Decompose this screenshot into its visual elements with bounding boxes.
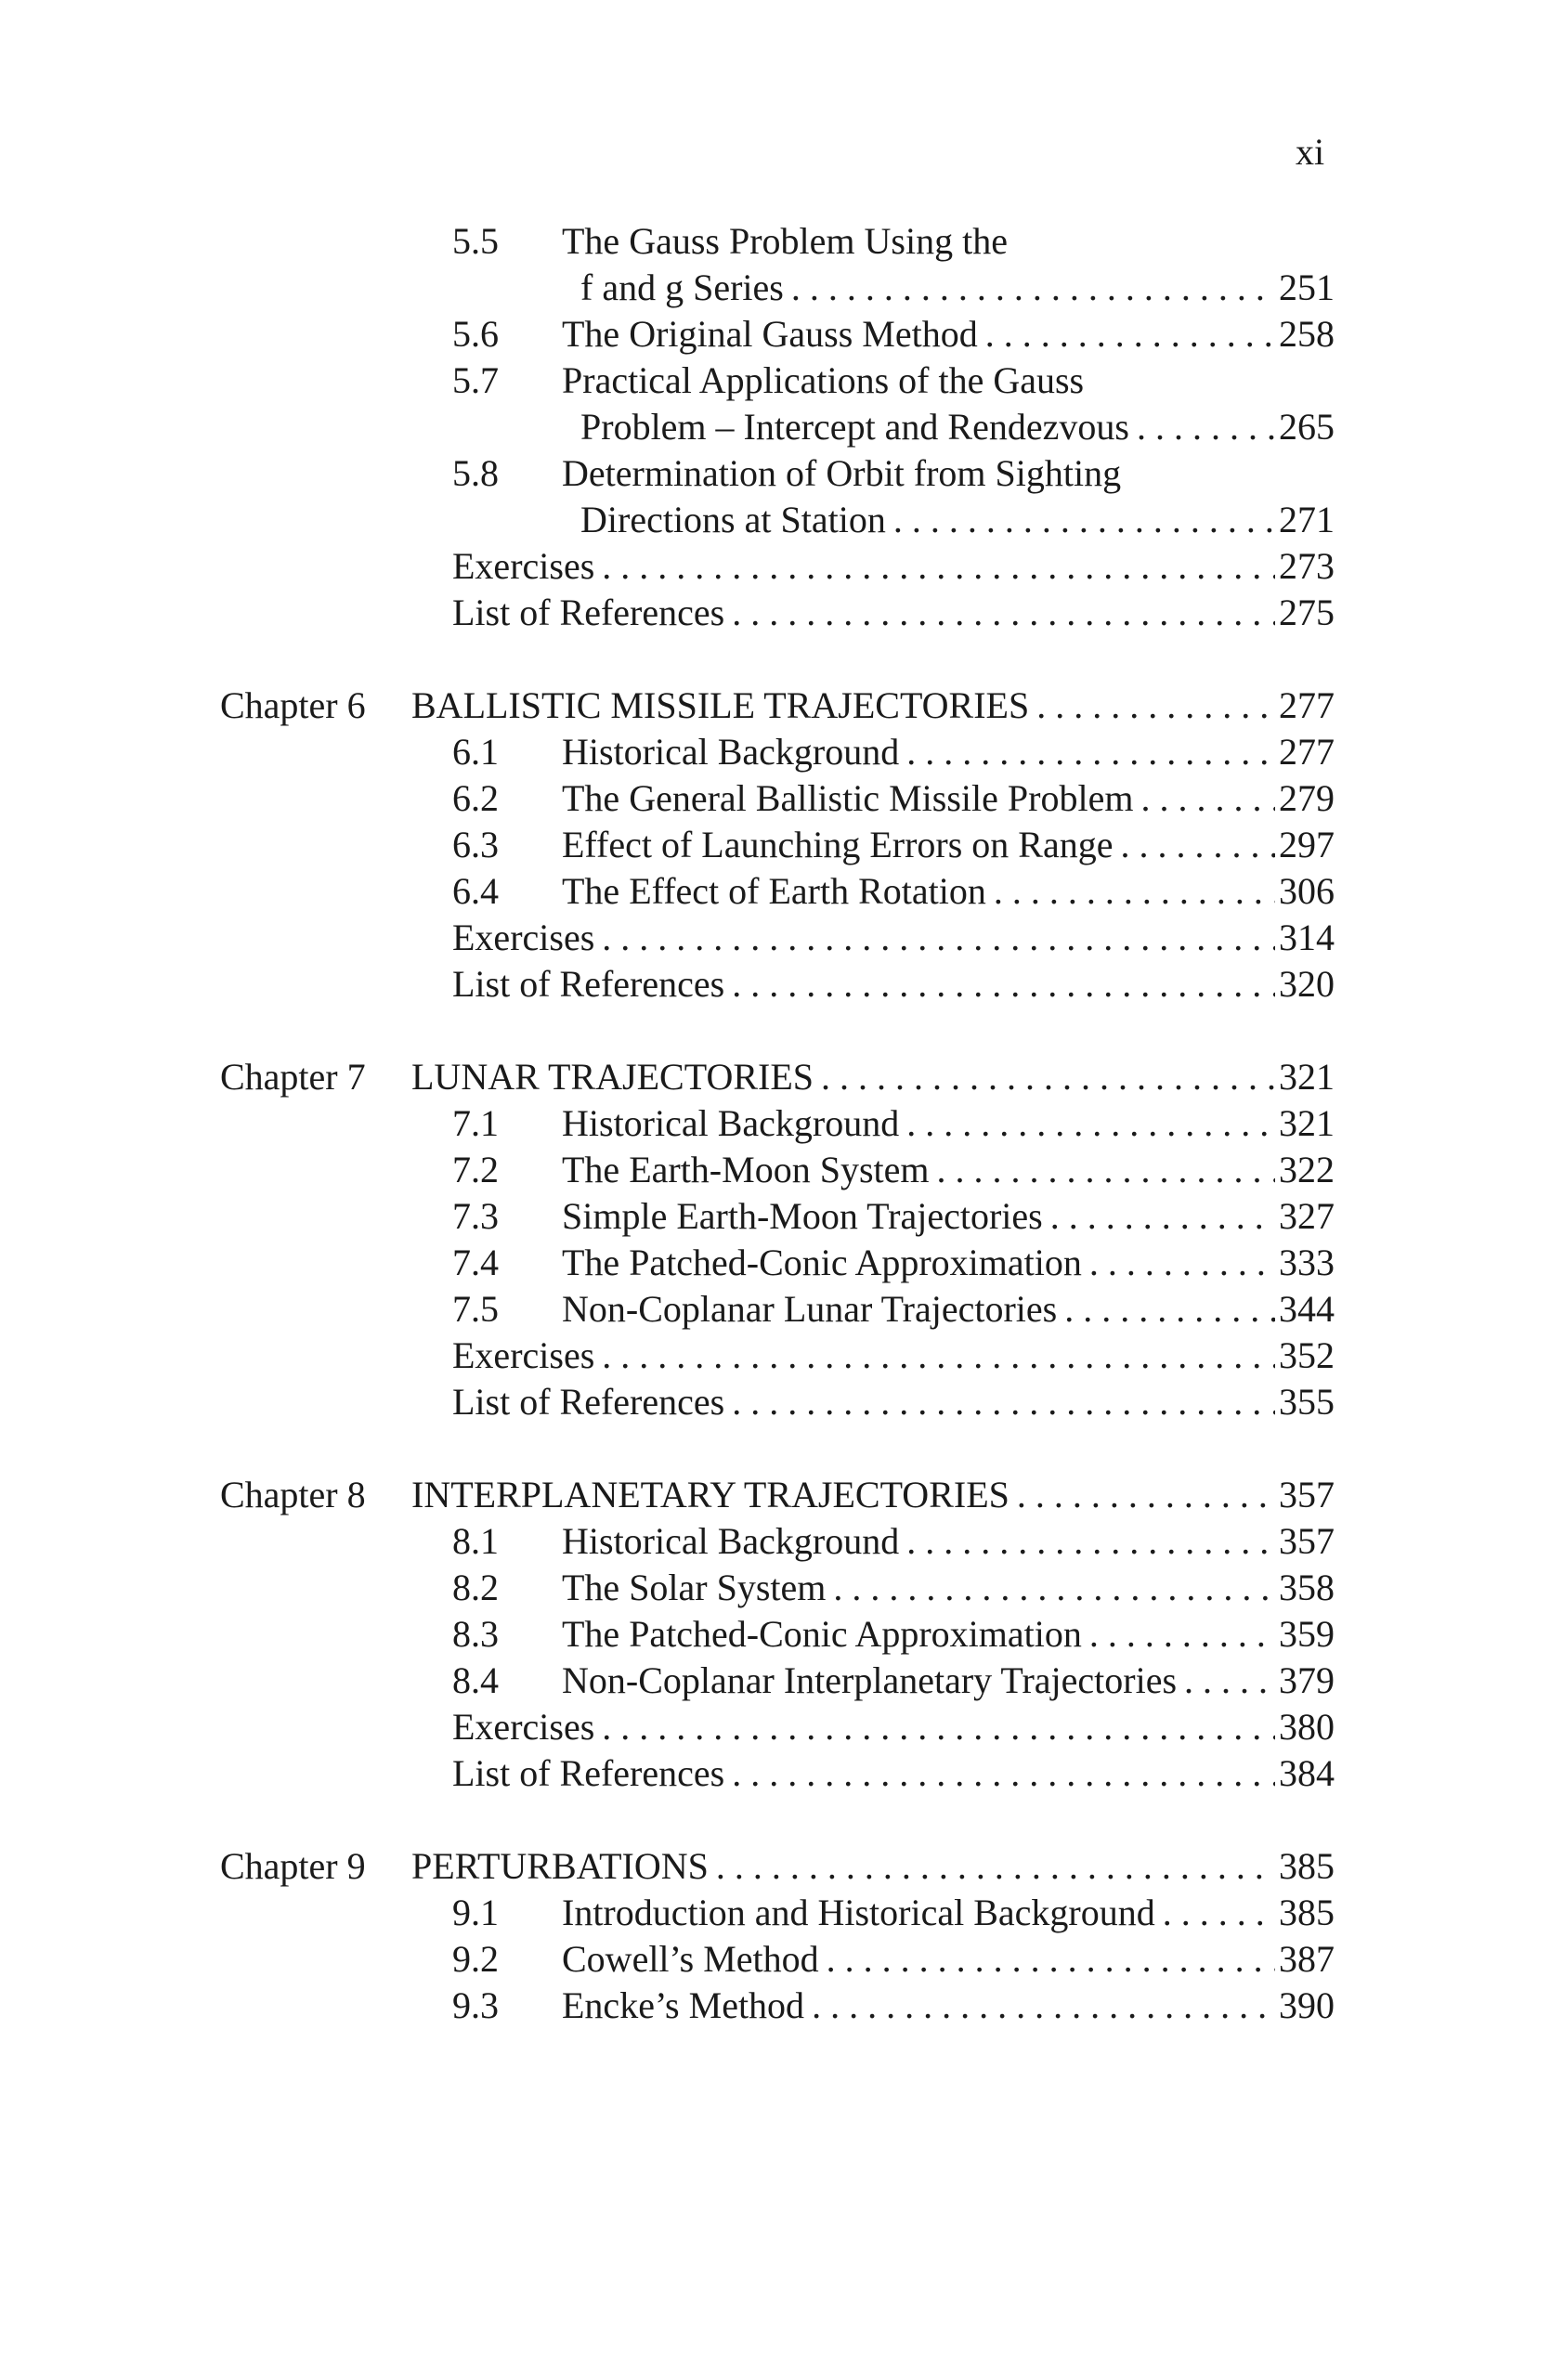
page-ref: 380: [1279, 1706, 1335, 1748]
section-title: The Gauss Problem Using the: [562, 220, 1008, 262]
dot-leader: [1064, 1286, 1275, 1333]
section-title: Effect of Launching Errors on Range: [562, 824, 1114, 865]
page-number: xi: [1296, 131, 1325, 173]
section-number: 9.2: [452, 1938, 499, 1980]
dot-leader: [906, 1518, 1275, 1565]
chapter-label: Chapter 8: [220, 1474, 366, 1515]
section-number: 6.1: [452, 731, 499, 773]
toc-entry: [452, 1704, 1335, 1750]
chapter-heading: [411, 683, 1335, 729]
page-ref: 344: [1279, 1288, 1335, 1330]
page-ref: 384: [1279, 1752, 1335, 1794]
toc-entry: [452, 1379, 1335, 1425]
dot-leader: [602, 1333, 1275, 1379]
section-number: 7.1: [452, 1102, 499, 1144]
page-ref: 390: [1279, 1984, 1335, 2026]
section-number: 7.4: [452, 1242, 499, 1283]
chapter-label: Chapter 9: [220, 1845, 366, 1887]
dot-leader: [791, 265, 1275, 311]
section-title: Cowell’s Method: [562, 1938, 819, 1980]
dot-leader: [906, 1100, 1275, 1147]
toc-entry: [452, 1333, 1335, 1379]
toc-entry: [562, 1983, 1335, 2029]
page-ref: 359: [1279, 1613, 1335, 1655]
section-number: 5.7: [452, 359, 499, 401]
toc-entry: [562, 822, 1335, 868]
dot-leader: [1036, 683, 1275, 729]
section-title: The General Ballistic Missile Problem: [562, 777, 1134, 819]
page-ref: 333: [1279, 1242, 1335, 1283]
chapter-heading: [411, 1472, 1335, 1518]
section-title: Exercises: [452, 1334, 595, 1376]
page-ref: 321: [1279, 1102, 1335, 1144]
toc-entry: [562, 1658, 1335, 1704]
section-number: 9.3: [452, 1984, 499, 2026]
section-title: Simple Earth-Moon Trajectories: [562, 1195, 1043, 1237]
dot-leader: [602, 1704, 1275, 1750]
section-title: Exercises: [452, 917, 595, 958]
page-ref: 265: [1279, 406, 1335, 448]
chapter-label: Chapter 6: [220, 684, 366, 726]
toc-entry: [562, 1518, 1335, 1565]
page-ref: 275: [1279, 592, 1335, 633]
section-title: Historical Background: [562, 1520, 900, 1562]
toc-entry: [562, 775, 1335, 822]
toc-entry: [562, 1611, 1335, 1658]
section-number: 9.1: [452, 1892, 499, 1933]
chapter-title: INTERPLANETARY TRAJECTORIES: [411, 1474, 1009, 1515]
section-title: Practical Applications of the Gauss: [562, 359, 1085, 401]
section-number: 7.3: [452, 1195, 499, 1237]
chapter-heading: [411, 1843, 1335, 1890]
section-number: 7.2: [452, 1149, 499, 1190]
dot-leader: [1121, 822, 1276, 868]
page-ref: 273: [1279, 545, 1335, 587]
toc-entry: [452, 543, 1335, 590]
section-title: Introduction and Historical Background: [562, 1892, 1155, 1933]
section-title-cont: Problem – Intercept and Rendezvous: [580, 406, 1129, 448]
section-title: The Solar System: [562, 1567, 827, 1608]
dot-leader: [937, 1147, 1276, 1193]
dot-leader: [812, 1983, 1275, 2029]
section-number: 8.1: [452, 1520, 499, 1562]
section-number: 8.4: [452, 1659, 499, 1701]
section-title: Encke’s Method: [562, 1984, 805, 2026]
page-ref: 327: [1279, 1195, 1335, 1237]
page-ref: 357: [1279, 1474, 1335, 1515]
page-ref: 379: [1279, 1659, 1335, 1701]
section-title: The Patched-Conic Approximation: [562, 1242, 1082, 1283]
dot-leader: [833, 1565, 1275, 1611]
dot-leader: [985, 311, 1275, 358]
page-ref: 357: [1279, 1520, 1335, 1562]
dot-leader: [1137, 404, 1275, 450]
section-title: The Original Gauss Method: [562, 313, 978, 355]
page-ref: 279: [1279, 777, 1335, 819]
page-ref: 251: [1279, 267, 1335, 308]
page-ref: 385: [1279, 1892, 1335, 1933]
section-number: 6.4: [452, 870, 499, 912]
section-title: Non-Coplanar Lunar Trajectories: [562, 1288, 1058, 1330]
dot-leader: [732, 1379, 1275, 1425]
dot-leader: [602, 543, 1275, 590]
page-ref: 277: [1279, 731, 1335, 773]
dot-leader: [716, 1843, 1275, 1890]
toc-entry: [580, 404, 1335, 450]
toc-entry: [452, 1750, 1335, 1797]
page-ref: 322: [1279, 1149, 1335, 1190]
toc-entry: [562, 1890, 1335, 1936]
section-number: 6.3: [452, 824, 499, 865]
section-title: Historical Background: [562, 1102, 900, 1144]
page-ref: 321: [1279, 1056, 1335, 1098]
toc-entry: [562, 1240, 1335, 1286]
section-title: Non-Coplanar Interplanetary Trajectories: [562, 1659, 1178, 1701]
section-title: The Effect of Earth Rotation: [562, 870, 986, 912]
page-ref: 277: [1279, 684, 1335, 726]
dot-leader: [1140, 775, 1275, 822]
dot-leader: [1017, 1472, 1275, 1518]
section-title: Exercises: [452, 545, 595, 587]
toc-entry: [562, 1936, 1335, 1983]
toc-entry: [452, 961, 1335, 1008]
toc-entry: [562, 1193, 1335, 1240]
dot-leader: [1184, 1658, 1275, 1704]
page-ref: 352: [1279, 1334, 1335, 1376]
dot-leader: [602, 915, 1275, 961]
section-title: Exercises: [452, 1706, 595, 1748]
section-number: 8.3: [452, 1613, 499, 1655]
dot-leader: [1089, 1611, 1275, 1658]
chapter-title: PERTURBATIONS: [411, 1845, 709, 1887]
dot-leader: [732, 961, 1275, 1008]
page-ref: 314: [1279, 917, 1335, 958]
page-ref: 258: [1279, 313, 1335, 355]
section-number: 5.5: [452, 220, 499, 262]
dot-leader: [1163, 1890, 1275, 1936]
toc-entry: [452, 915, 1335, 961]
toc-entry: [562, 729, 1335, 775]
toc-entry: [562, 1100, 1335, 1147]
section-title-cont: f and g Series: [580, 267, 784, 308]
chapter-title: LUNAR TRAJECTORIES: [411, 1056, 814, 1098]
section-number: 7.5: [452, 1288, 499, 1330]
section-title: List of References: [452, 963, 725, 1005]
toc-entry: [580, 497, 1335, 543]
section-title: The Patched-Conic Approximation: [562, 1613, 1082, 1655]
section-number: 8.2: [452, 1567, 499, 1608]
section-title: The Earth-Moon System: [562, 1149, 930, 1190]
dot-leader: [893, 497, 1275, 543]
dot-leader: [827, 1936, 1275, 1983]
page-ref: 387: [1279, 1938, 1335, 1980]
page-ref: 385: [1279, 1845, 1335, 1887]
chapter-heading: [411, 1054, 1335, 1100]
section-number: 5.8: [452, 452, 499, 494]
page-ref: 358: [1279, 1567, 1335, 1608]
section-title: Historical Background: [562, 731, 900, 773]
dot-leader: [1089, 1240, 1275, 1286]
page-ref: 355: [1279, 1381, 1335, 1423]
section-title: List of References: [452, 1381, 725, 1423]
dot-leader: [732, 1750, 1275, 1797]
toc-entry: [562, 1286, 1335, 1333]
toc-entry: [452, 590, 1335, 636]
section-title: List of References: [452, 592, 725, 633]
chapter-label: Chapter 7: [220, 1056, 366, 1098]
chapter-title: BALLISTIC MISSILE TRAJECTORIES: [411, 684, 1030, 726]
section-number: 5.6: [452, 313, 499, 355]
page-ref: 271: [1279, 499, 1335, 540]
section-number: 6.2: [452, 777, 499, 819]
toc-entry: [562, 1565, 1335, 1611]
dot-leader: [994, 868, 1275, 915]
dot-leader: [821, 1054, 1275, 1100]
page-ref: 306: [1279, 870, 1335, 912]
toc-entry: [562, 1147, 1335, 1193]
dot-leader: [1050, 1193, 1275, 1240]
toc-entry: [562, 868, 1335, 915]
section-title-cont: Directions at Station: [580, 499, 886, 540]
section-title: Determination of Orbit from Sighting: [562, 452, 1122, 494]
section-title: List of References: [452, 1752, 725, 1794]
dot-leader: [906, 729, 1275, 775]
page-ref: 297: [1279, 824, 1335, 865]
toc-entry: [562, 311, 1335, 358]
page-ref: 320: [1279, 963, 1335, 1005]
dot-leader: [732, 590, 1275, 636]
toc-entry: [580, 265, 1335, 311]
